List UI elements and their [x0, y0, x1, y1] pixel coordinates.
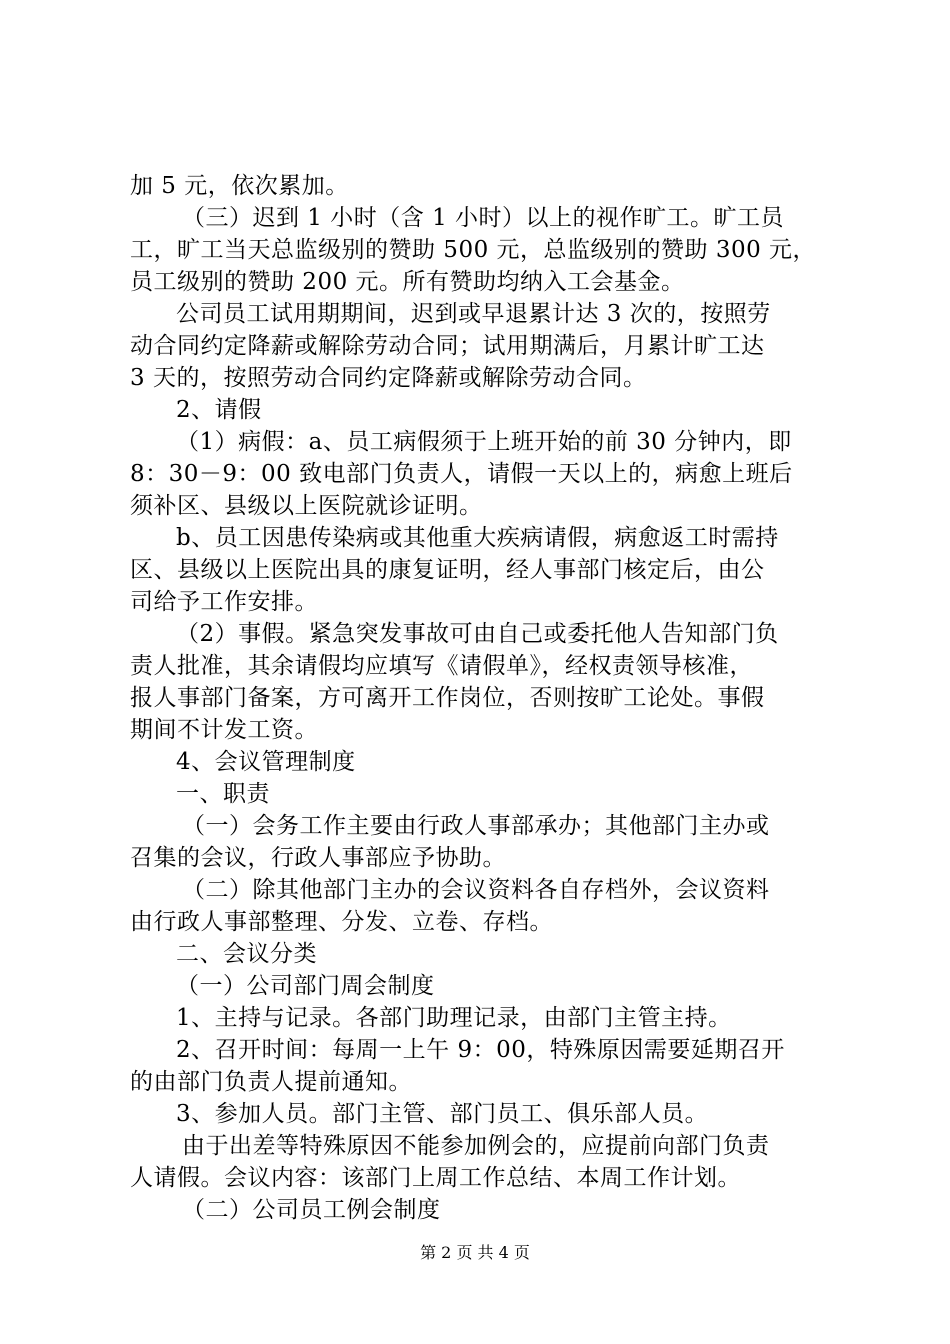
- section-heading: 一、职责: [176, 781, 270, 807]
- text-line: b、员工因患传染病或其他重大疾病请假，病愈返工时需持: [176, 525, 779, 551]
- text-line: （三）迟到 1 小时（含 1 小时）以上的视作旷工。旷工员: [182, 205, 785, 231]
- section-heading: 4、会议管理制度: [176, 749, 356, 775]
- text-line: 由于出差等特殊原因不能参加例会的，应提前向部门负责: [182, 1133, 770, 1159]
- text-line: 动合同约定降薪或解除劳动合同；试用期满后，月累计旷工达: [130, 333, 765, 359]
- text-line: 司给予工作安排。: [130, 589, 318, 615]
- text-line: 3 天的，按照劳动合同约定降薪或解除劳动合同。: [130, 365, 647, 391]
- text-line: 区、县级以上医院出具的康复证明，经人事部门核定后，由公: [130, 557, 765, 583]
- text-line: 人请假。会议内容：该部门上周工作总结、本周工作计划。: [130, 1165, 741, 1191]
- text-line: 由行政人事部整理、分发、立卷、存档。: [130, 909, 553, 935]
- text-line: 期间不计发工资。: [130, 717, 318, 743]
- section-heading: （二）公司员工例会制度: [182, 1197, 441, 1223]
- text-line: 1、主持与记录。各部门助理记录，由部门主管主持。: [176, 1005, 732, 1031]
- text-line: 报人事部门备案，方可离开工作岗位，否则按旷工论处。事假: [130, 685, 765, 711]
- page-footer: [0, 1243, 950, 1263]
- text-line: 的由部门负责人提前通知。: [130, 1069, 412, 1095]
- text-line: （2）事假。紧急突发事故可由自己或委托他人告知部门负: [176, 621, 779, 647]
- text-line: 须补区、县级以上医院就诊证明。: [130, 493, 483, 519]
- text-line: （1）病假：a、员工病假须于上班开始的前 30 分钟内，即: [176, 429, 792, 455]
- text-line: 责人批准，其余请假均应填写《请假单》，经权责领导核准，: [130, 653, 753, 679]
- text-line: 员工级别的赞助 200 元。所有赞助均纳入工会基金。: [130, 269, 685, 295]
- text-line: 2、召开时间：每周一上午 9：00，特殊原因需要延期召开: [176, 1037, 785, 1063]
- text-line: 公司员工试用期期间，迟到或早退累计达 3 次的，按照劳: [176, 301, 771, 327]
- text-line: 加 5 元，依次累加。: [130, 173, 349, 199]
- document-body: [130, 170, 830, 1226]
- text-line: 3、参加人员。部门主管、部门员工、俱乐部人员。: [176, 1101, 709, 1127]
- text-line: （一）会务工作主要由行政人事部承办；其他部门主办或: [182, 813, 770, 839]
- page-number-label: 第 2 页 共 4 页: [420, 1243, 530, 1262]
- text-line: 召集的会议，行政人事部应予协助。: [130, 845, 506, 871]
- text-line: 8：30－9：00 致电部门负责人，请假一天以上的，病愈上班后: [130, 461, 793, 487]
- section-heading: （一）公司部门周会制度: [176, 973, 435, 999]
- section-heading: 2、请假: [176, 397, 262, 423]
- section-heading: 二、会议分类: [176, 941, 317, 967]
- text-line: （二）除其他部门主办的会议资料各自存档外，会议资料: [182, 877, 770, 903]
- text-line: 工，旷工当天总监级别的赞助 500 元，总监级别的赞助 300 元，: [130, 237, 817, 263]
